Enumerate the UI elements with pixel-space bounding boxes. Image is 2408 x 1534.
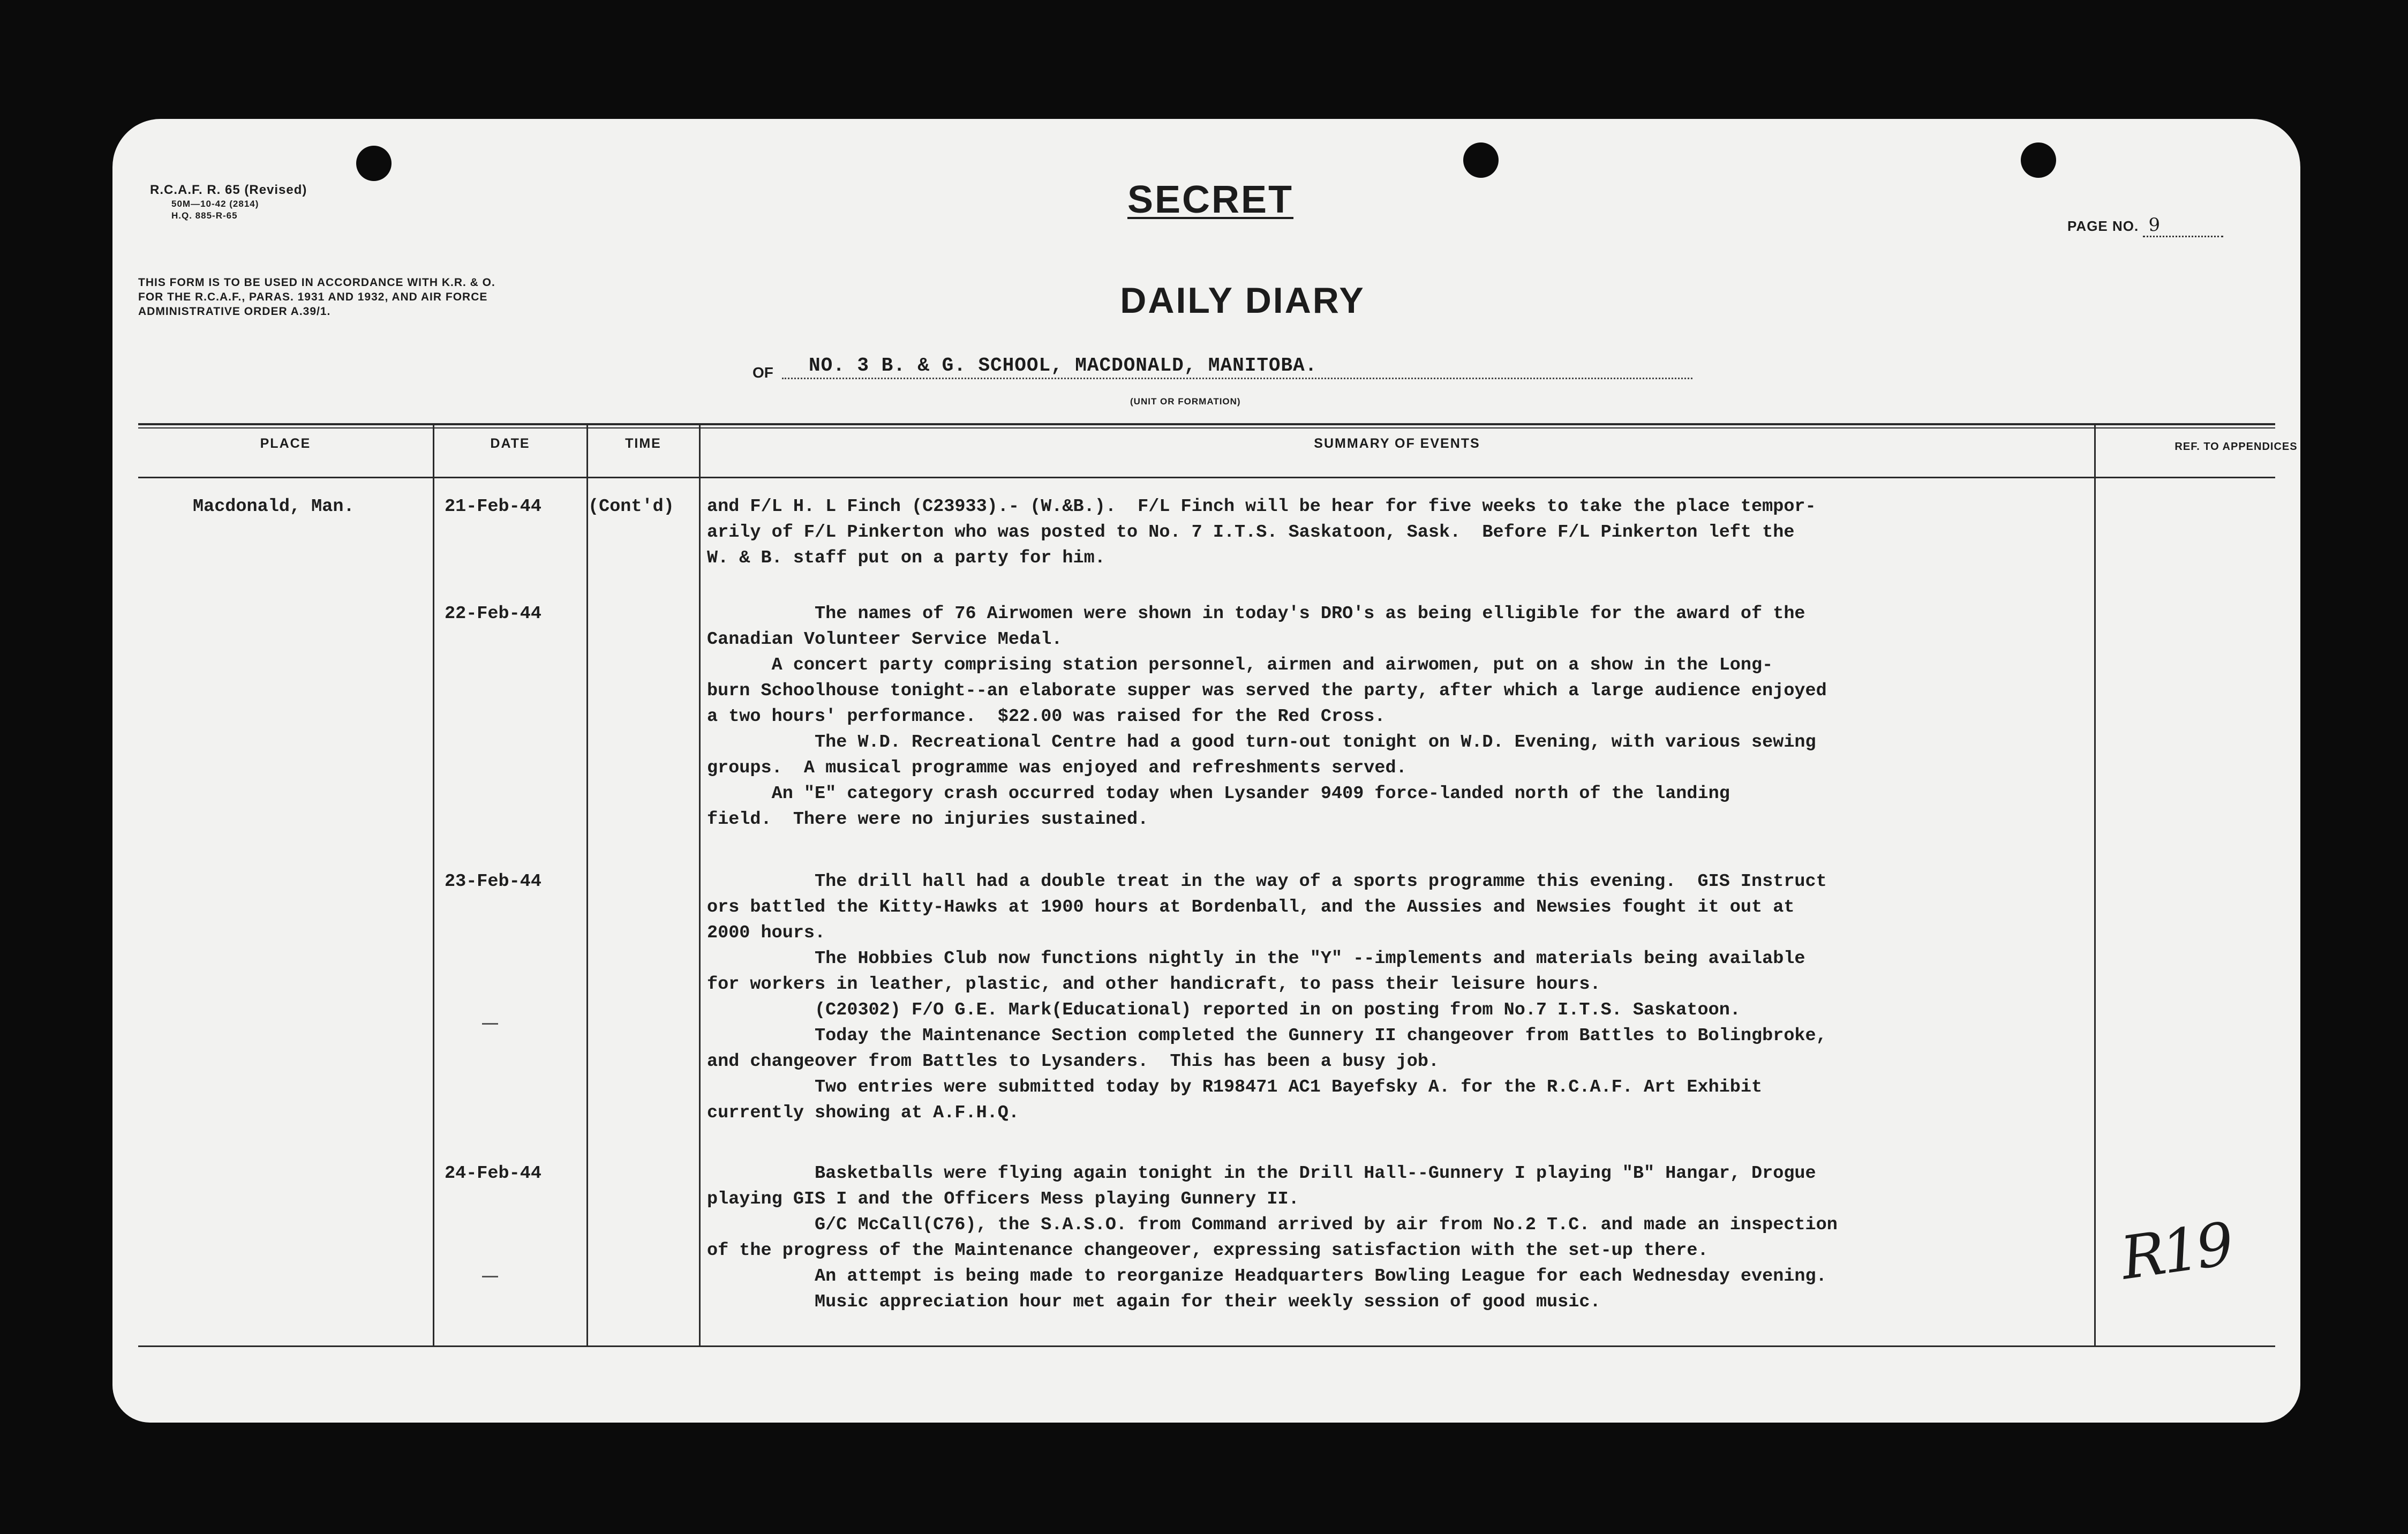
column-divider — [699, 425, 701, 1347]
date-cell: 22-Feb-44 — [445, 604, 541, 624]
entry-line: A concert party comprising station personnel, airmen and airwomen, put on a show in the Long- — [707, 655, 1773, 675]
entry-line: Today the Maintenance Section completed the Gunnery II changeover from Battles to Bolingbroke, — [707, 1026, 1827, 1046]
time-cell: (Cont'd) — [588, 497, 674, 517]
entry-line: groups. A musical programme was enjoyed and refreshments served. — [707, 758, 1407, 778]
entry-line: Canadian Volunteer Service Medal. — [707, 629, 1063, 650]
diary-form — [112, 119, 2300, 1423]
entry-line: burn Schoolhouse tonight--an elaborate supper was served the party, after which a large audience enjoyed — [707, 681, 1827, 701]
table-top-rule — [138, 423, 2275, 425]
entry-line: The names of 76 Airwomen were shown in today's DRO's as being elligible for the award of the — [707, 604, 1805, 624]
entry-line: (C20302) F/O G.E. Mark(Educational) reported in on posting from No.7 I.T.S. Saskatoon. — [707, 1000, 1741, 1020]
classification-heading: SECRET — [1127, 178, 1294, 221]
table-bottom-rule — [138, 1345, 2275, 1347]
handwritten-reference: R19 — [2117, 1209, 2235, 1293]
table-top-rule — [138, 427, 2275, 428]
punch-hole — [1463, 142, 1499, 178]
entry-line: playing GIS I and the Officers Mess playing Gunnery II. — [707, 1189, 1299, 1209]
entry-line: arily of F/L Pinkerton who was posted to No. 7 I.T.S. Saskatoon, Sask. Before F/L Pinkerton left the — [707, 522, 1795, 543]
date-cell: 24-Feb-44 — [445, 1163, 541, 1184]
form-code-line: R.C.A.F. R. 65 (Revised) — [150, 183, 307, 197]
entry-line: An "E" category crash occurred today when Lysander 9409 force-landed north of the landing — [707, 784, 1730, 804]
punch-hole — [2021, 142, 2056, 178]
column-header-place: PLACE — [260, 436, 311, 451]
entry-line: and changeover from Battles to Lysanders. This has been a busy job. — [707, 1051, 1440, 1072]
entry-line: Music appreciation hour met again for their weekly session of good music. — [707, 1292, 1601, 1312]
entry-line: G/C McCall(C76), the S.A.S.O. from Command arrived by air from No.2 T.C. and made an inspection — [707, 1215, 1838, 1235]
entry-line: currently showing at A.F.H.Q. — [707, 1103, 1019, 1123]
punch-hole — [356, 146, 392, 181]
margin-tick — [482, 1023, 498, 1025]
column-divider — [2094, 425, 2096, 1347]
entry-line: for workers in leather, plastic, and other handicraft, to pass their leisure hours. — [707, 974, 1601, 995]
column-header-summary: SUMMARY OF EVENTS — [1314, 436, 1480, 451]
entry-line: of the progress of the Maintenance changeover, expressing satisfaction with the set-up there. — [707, 1240, 1709, 1261]
unit-caption: (UNIT OR FORMATION) — [1130, 396, 1241, 407]
form-code-line: H.Q. 885-R-65 — [171, 210, 238, 221]
unit-of-label: OF — [752, 364, 773, 381]
diary-entry-feb24 — [707, 1161, 1838, 1315]
entry-line: Two entries were submitted today by R198471 AC1 Bayefsky A. for the R.C.A.F. Art Exhibit — [707, 1077, 1763, 1097]
entry-line: The drill hall had a double treat in the way of a sports programme this evening. GIS Instruct — [707, 871, 1827, 892]
entry-line: 2000 hours. — [707, 923, 826, 943]
page-number-label: PAGE NO. — [2067, 218, 2139, 234]
entry-line: a two hours' performance. $22.00 was raised for the Red Cross. — [707, 706, 1386, 727]
form-notice: THIS FORM IS TO BE USED IN ACCORDANCE WITH K.R. & O. FOR THE R.C.A.F., PARAS. 1931 AND 1932, AND AIR FORCE ADMINISTRATIVE ORDER A.39/1. — [138, 276, 495, 318]
unit-field: NO. 3 B. & G. SCHOOL, MACDONALD, MANITOBA. — [782, 355, 1692, 379]
date-cell: 23-Feb-44 — [445, 871, 541, 892]
column-header-ref: REF. TO APPENDICES — [2174, 441, 2298, 453]
margin-tick — [482, 1276, 498, 1277]
column-header-date: DATE — [490, 436, 530, 451]
entry-line: Basketballs were flying again tonight in the Drill Hall--Gunnery I playing "B" Hangar, Drogue — [707, 1163, 1816, 1184]
form-code — [150, 182, 307, 222]
entry-line: ors battled the Kitty-Hawks at 1900 hours at Bordenball, and the Aussies and Newsies fought it out at — [707, 897, 1795, 918]
place-cell: Macdonald, Man. — [193, 497, 355, 517]
entry-line: field. There were no injuries sustained. — [707, 809, 1149, 830]
table-header-rule — [138, 477, 2275, 478]
entry-line: An attempt is being made to reorganize Headquarters Bowling League for each Wednesday evening. — [707, 1266, 1827, 1287]
diary-entry-feb22 — [707, 601, 1827, 832]
entry-line: and F/L H. L Finch (C23933).- (W.&B.). F/L Finch will be hear for five weeks to take the place tempor- — [707, 497, 1816, 517]
page-number — [2067, 214, 2223, 237]
column-divider — [433, 425, 434, 1347]
column-header-time: TIME — [625, 436, 661, 451]
page-number-value: 9 — [2143, 214, 2223, 237]
page-title: DAILY DIARY — [1120, 280, 1365, 321]
date-cell: 21-Feb-44 — [445, 497, 541, 517]
entry-line: The W.D. Recreational Centre had a good turn-out tonight on W.D. Evening, with various sewing — [707, 732, 1816, 753]
entry-line: The Hobbies Club now functions nightly in the "Y" --implements and materials being available — [707, 949, 1805, 969]
entry-line: W. & B. staff put on a party for him. — [707, 548, 1105, 568]
form-code-line: 50M—10-42 (2814) — [171, 199, 259, 209]
diary-entry-feb21 — [707, 494, 1816, 571]
diary-entry-feb23 — [707, 869, 1827, 1126]
